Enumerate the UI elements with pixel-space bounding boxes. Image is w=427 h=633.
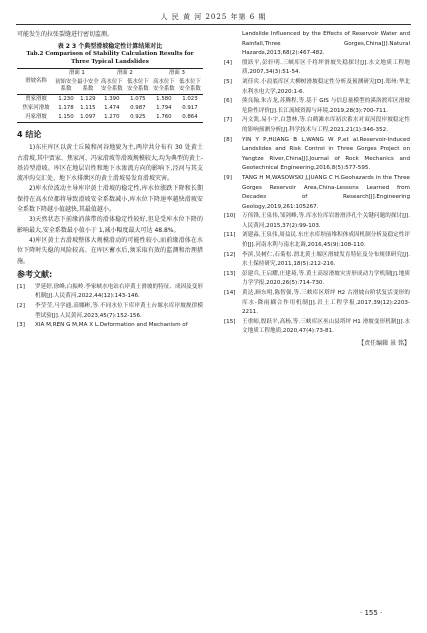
table-caption-en-2: Three Typical Landslides — [71, 58, 149, 65]
editor-note: 【责任编辑 景 铭】 — [358, 340, 410, 347]
table-cell: 1.474 — [104, 105, 120, 112]
reference-text: 殷跃平,彭轩明.三峡库区千将坪滑坡失稳探讨[J].水文地质工程地质,2007,34(3):51-54. — [242, 59, 410, 76]
reference-item — [224, 59, 410, 78]
table-cell: 1.794 — [156, 105, 172, 112]
reference-number: [6] — [224, 98, 232, 105]
reference-number: [3] — [17, 322, 25, 329]
reference-text: 刘佳宾.小浪底库区大柳树滑坡稳定性分析及预测研究[D].郑州:华北水利水电大学,2020:1-6. — [242, 78, 410, 95]
table-cell: 1.023 — [182, 96, 198, 103]
row-name: 冯家滑坡 — [25, 114, 47, 121]
col-header-name: 滑坡名称 — [17, 69, 55, 95]
table-cell: 1.115 — [80, 105, 96, 112]
stability-table — [17, 68, 203, 123]
reference-text: 黄达,顾东明,陈智强,等.三峡库区塔坪 H2 古滑坡台阶状复活变形的库水-降雨耦合作用机制[J].岩土工程学报,2017,39(12):2203-2211. — [242, 290, 410, 316]
table-cell: 0.864 — [182, 114, 198, 121]
reference-item — [224, 97, 410, 116]
reference-number: [7] — [224, 117, 232, 124]
reference-number: [4] — [224, 59, 232, 66]
reference-item — [224, 116, 410, 135]
reference-text: Landslide Influenced by the Effects of Reservoir Water and Rainfall,Three Gorges,China[J].Natural Hazards,2013,68(2):467-482. — [242, 31, 410, 57]
reference-item — [224, 231, 410, 250]
references-title: 参考文献: — [17, 269, 53, 279]
table-caption-cn: 表 2 3 个典型滑坡稳定性计算结果对比 — [57, 43, 163, 51]
reference-text: 李滨,吴树仁,石菊松.渭北黄土塬区滑坡发育特征及分布规律研究[J].水土保持研究,2011,18(5):212-216. — [242, 251, 410, 268]
subcol-header: 初始安全系数 — [55, 79, 77, 93]
reference-text: 刘建淼,王泉伟,周益民.东庄水库坝前堆积体成因机制分析及稳定性评价[J].河南水利与南水北调,2016,45(9):108-110. — [242, 232, 410, 249]
reference-item — [17, 321, 203, 331]
table-cell: 1.097 — [80, 114, 96, 121]
reference-number: [9] — [224, 174, 232, 181]
reference-item — [224, 251, 410, 270]
reference-item — [17, 302, 203, 321]
subcol-header: 低水位下安全系数 — [127, 79, 149, 93]
subcol-header: 高水位下安全系数 — [153, 79, 175, 93]
table-row — [17, 95, 203, 105]
reference-number: [13] — [224, 270, 236, 277]
table-cell: 1.150 — [58, 114, 74, 121]
table-cell: 1.230 — [58, 96, 74, 103]
reference-item — [224, 136, 410, 174]
table-cell: 0.917 — [182, 105, 198, 112]
reference-item — [224, 270, 410, 289]
row-name: 贾家滑坡 — [25, 96, 47, 103]
table-cell: 0.925 — [130, 114, 146, 121]
reference-number: [14] — [224, 290, 236, 297]
header-divider — [16, 24, 411, 25]
reference-number: [11] — [224, 232, 236, 239]
reference-number: [15] — [224, 318, 236, 325]
group-header-1: 滑面 1 — [68, 70, 85, 77]
reference-text: 万伟锋,王泉伟,邹剑峰,等.库水位库岩滑滑涉孔个关键问题的探讨[J].人民黄河,2015,37(2):99-103. — [242, 213, 410, 229]
table-cell: 1.390 — [104, 96, 120, 103]
reference-text: XIA M,REN G M,MA X L.Deformation and Mechanism of — [35, 322, 188, 329]
reference-item — [224, 30, 410, 59]
row-name: 焦家河滑坡 — [22, 105, 50, 112]
reference-text: 冯文凯,易小宇,白慧林,等.白鹤滩水库初次蓄水对双河段岸坡稳定性的影响预测分析[J].科学技术与工程,2021,21(1):346-352. — [242, 117, 410, 133]
reference-item — [224, 174, 410, 212]
table-caption-en-1: Tab.2 Comparison of Stability Calculation Results for — [26, 51, 194, 58]
reference-item — [224, 78, 410, 97]
section-title-conclusions: 4 结论 — [17, 130, 42, 140]
table-cell: 1.075 — [130, 96, 146, 103]
reference-number: [5] — [224, 78, 232, 85]
conclusion-paragraph: 4)库区黄土古滑坡整体大规模滑动的可能性较小,而前缘滑体在水位下降时失稳的风险较高。在库区蓄水后,须采取有效的监测和治理措施。 — [17, 236, 203, 265]
conclusion-paragraph: 3)天然状态下前缘消落带的滑体稳定性较好,但是受库水位下降的影响最大,安全系数最小值小于 1,减小幅度最大可达 48.8%。 — [17, 216, 203, 234]
reference-item — [17, 283, 203, 302]
reference-text: YIN Y P,HUANG B L,WANG W P,et al.Reservoir-Induced Landslides and Risk Control in Three Gorges Project on Yangtze River,China[J].Journal of Rock Mechanics and Geotechnical Engineering,2016,8(5):577-595. — [242, 136, 410, 172]
group-header-2: 滑面 2 — [116, 70, 133, 77]
left-column — [17, 30, 203, 331]
reference-number: [2] — [17, 303, 25, 310]
table-cell: 1.760 — [156, 114, 172, 121]
table-row — [17, 104, 203, 113]
table-cell: 1.270 — [104, 114, 120, 121]
group-header-3: 滑面 3 — [168, 70, 185, 77]
reference-text: 熊良翰,朱吉龙,苏腾程,等.基于 GIS 与信息量模型的溪洛渡库区滑坡危险性评价[J].长江流域资源与环境,2019,28(3):700-711. — [242, 98, 410, 114]
reference-item — [224, 318, 410, 337]
reference-text: 王重师,殷跃平,高杨,等.三峡库区巫山县塔坪 H1 滑坡变形机制[J].水文地质工程地质,2020,47(4):73-81. — [242, 318, 410, 335]
subcol-header: 低水位下安全系数 — [179, 79, 201, 93]
intro-text: 可能发生的拉张裂缝进行密切监测。 — [17, 31, 114, 38]
subcol-header: 高水位下安全系数 — [101, 79, 123, 93]
conclusion-paragraph: 2)库水位波动主导库岸黄土滑坡的稳定性,库水位涨跌下降和长期保持在高水位都将导致滑坡安全系数减小,库水位下降速率越快滑坡安全系数下降越小值越快,其最值越小。 — [17, 185, 203, 214]
reference-text: TANG H M,WASOWSKI J,JUANG C H.Geohazards in the Three Gorges Reservoir Area,China-Lessons Learned from Decades of Research[J].Engineering Geology,2019,261:105267. — [242, 174, 410, 210]
table-row — [17, 113, 203, 123]
reference-number — [224, 30, 242, 59]
reference-number: [12] — [224, 251, 236, 258]
reference-number: [10] — [224, 213, 236, 220]
table-cell: 0.987 — [130, 105, 146, 112]
table-cell: 1.129 — [80, 96, 96, 103]
table-cell: 1.178 — [58, 105, 74, 112]
conclusion-paragraph: 1)东庄库区以黄土丘陵和河谷地貌为主,两岸共分布有 30 处黄土古滑坡,其中贾家、焦家河、冯家滑坡等滑坡规模较大,均为典型的黄土-基岩型滑坡。库区在地层岩性和地下水渗流方向的影响下,泾河与其支流冲沟交汇处、地下水排泄区的黄土滑坡易发育滑坡灾害。 — [17, 144, 203, 183]
reference-number: [1] — [17, 283, 25, 290]
table-cell: 1.580 — [156, 96, 172, 103]
right-column — [224, 30, 410, 349]
subcol-header: 最小安全系数 — [77, 79, 99, 93]
reference-text: 罗延婷,徐峰,白振岭.李家峡水电站右岸黄土滑坡的特征、成因及变形机制[J].人民黄河,2022,44(12):143-146. — [35, 283, 203, 300]
page-number: · 155 · — [360, 609, 383, 617]
journal-header: 人 民 黄 河 2025 年第 6 期 — [160, 13, 267, 21]
reference-item — [224, 212, 410, 231]
reference-text: 彭建兵,王启耀,庄建琦,等.黄土高原滑坡灾害形成动力学机制[J].地质力学学报,2020,26(5):714-730. — [242, 270, 410, 287]
reference-text: 李莹莹,马学通,高娜彬,等.不同水位下库岸黄土台塬水库岸坡规律模型试验[J].人民黄河,2023,45(7):152-156. — [35, 303, 203, 319]
reference-number: [8] — [224, 136, 232, 143]
reference-item — [224, 289, 410, 318]
